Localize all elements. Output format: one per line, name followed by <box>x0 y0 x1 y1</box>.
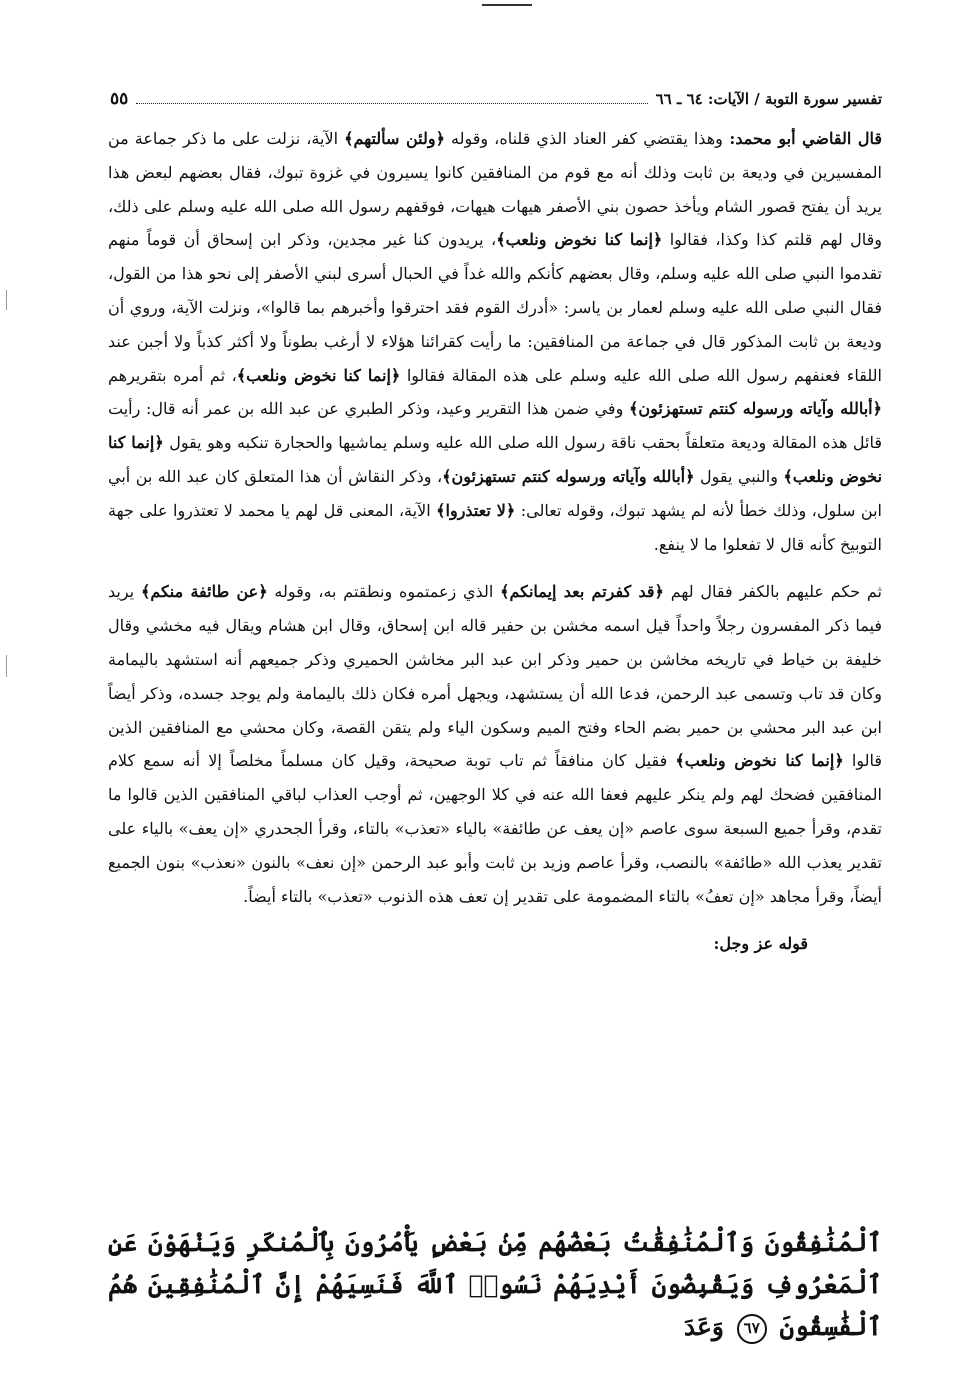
quran-quote: ﴿إنما كنا نخوض ونلعب﴾ <box>496 230 663 250</box>
quran-quote: ﴿إنما كنا نخوض ونلعب﴾ <box>675 751 844 771</box>
top-decoration <box>482 4 532 6</box>
text-run: الذي زعمتموه ونطقتم به، وقوله <box>267 582 501 602</box>
header-title: تفسير سورة التوبة / الآيات: ٦٤ ـ ٦٦ <box>655 90 882 108</box>
quran-quote: ﴿أبالله وآياته ورسوله كنتم تستهزئون﴾ <box>442 466 695 486</box>
verse-text: ٱلْمُنَٰفِقُونَ وَٱلْمُنَٰفِقَٰتُ بَعْضُهُم مِّنۢ بَعْضٍ يَأْمُرُونَ بِٱلْمُنكَرِ وَيَنْهَوْنَ عَنِ ٱلْمَعْرُوفِ وَيَقْبِضُونَ أَيْدِيَهُمْ نَسُوا۟ ٱللَّهَ فَنَسِيَهُمْ إِنَّ ٱلْمُنَٰفِقِينَ هُمُ ٱلْفَٰسِقُونَ <box>108 1228 882 1341</box>
scan-margin-mark <box>6 655 7 677</box>
quran-quote: ﴿لا تعتذروا﴾ <box>436 500 516 520</box>
text-run: فقيل كان منافقاً ثم تاب توبة صحيحة، وقيل كان مسلماً مخلصاً إلا أنه سمع كلام المنافقين فضحك لهم ولم ينكر عليهم فعفا الله عنه في كلا الوجهين، ثم أوجب العذاب لباقي المنافقين الذين قالوا ما تقدم، وقرأ جميع السبعة سوى عاصم «إن يعف عن طائفة» بالياء «تعذب» بالتاء، وقرأ الجحدري «إن يعف» بالياء على تقدير يعذب الله «طائفة» بالنصب، وقرأ عاصم وزيد بن ثابت وأبو عبد الرحمن «إن نعف» بالنون «نعذب» بنون الجميع أيضاً، وقرأ مجاهد «إن تعفُ» بالتاء المضمومة على تقدير إن تعف هذه الذنوب «تعذب» بالتاء أيضاً. <box>108 751 883 906</box>
text-run: ، وذكر النقاش أن هذا المتعلق كان عبد الله بن أبي ابن سلول، وذلك خطأ لأنه لم يشهد تبوك، وقوله تعالى: <box>108 466 882 520</box>
quran-quote: ﴿قد كفرتم بعد إيمانكم﴾ <box>500 582 664 602</box>
text-run: الآية، المعنى قل لهم يا محمد لا تعتذروا على جهة التوبيخ كأنه قال لا تفعلوا ما لا ينفع. <box>108 500 882 554</box>
header-rule <box>136 103 647 104</box>
page-number: ٥٥ <box>110 89 129 109</box>
quran-quote: ﴿ولئن سألتهم﴾ <box>344 129 445 148</box>
text-run: ثم حكم عليهم بالكفر فقال لهم <box>663 582 882 602</box>
verse-continuation: وَعَدَ <box>683 1312 725 1341</box>
ayah-number-badge: ٦٧ <box>737 1314 767 1344</box>
paragraph-1 <box>108 122 882 561</box>
text-run: وفي ضمن هذا التقرير وعيد، وذكر الطبري عن عبد الله بن عمر أنه قال: رأيت قائل هذه المقالة وديعة متعلقاً بحقب ناقة رسول الله صلى الله عليه وسلم يماشيها والحجارة تنكبه وهو يقول <box>108 399 883 453</box>
running-header <box>110 86 882 112</box>
quran-quote: ﴿عن طائفة منكم﴾ <box>140 582 268 602</box>
quran-quote: ﴿إنما كنا نخوض ونلعب﴾ <box>236 365 401 385</box>
verse-intro: قوله عز وجل: <box>713 934 808 954</box>
text-run: يريد فيما ذكر المفسرون رجلاً واحداً قيل اسمه مخشن بن حفير قاله ابن إسحاق، وقال ابن هشام ويقال فيه مخشي وقال خليفة بن خياط في تاريخه مخاشن بن حمير وذكر ابن عبد البر مخاشن الحميري وذكر جميعهم أنه استشهد باليمامة وكان قد تاب وتسمى عبد الرحمن، فدعا الله أن يستشهد، ويجهل أمره فكان ذلك باليمامة ولم يوجد جسده، وذكر أيضاً ابن عبد البر محشي بن حمير بضم الحاء وفتح الميم وسكون الياء ولم يتقن القصة، وكان محشي مع المنافقين الذين قالوا <box>108 582 883 771</box>
text-run: والنبي يقول <box>694 466 784 486</box>
scan-margin-mark <box>6 290 7 310</box>
speaker-label: قال القاضي أبو محمد: <box>722 129 882 148</box>
quran-quote: ﴿إنما كنا نخوض ونلعب﴾ <box>108 433 883 486</box>
paragraph-2 <box>108 575 882 913</box>
text-run: ، ثم أمره بتقريرهم <box>108 365 237 385</box>
page-body <box>108 122 882 961</box>
text-run: وهذا يقتضي كفر العناد الذي قلناه، وقوله <box>444 129 723 148</box>
text-run: ، يريدون كنا غير مجدين، وذكر ابن إسحاق أن قوماً منهم تقدموا النبي صلى الله عليه وسلم، وقال بعضهم كأنكم والله غداً في الحبال أسرى لبني الأصفر إلى نحو هذا من القول، فقال النبي صلى الله عليه وسلم لعمار بن ياسر: «أدرك القوم فقد احترقوا وأخبرهم بما قالوا»، ونزلت الآية، وروي أن وديعة بن ثابت المذكور قال في جماعة من المنافقين: ما رأيت كقرائنا هؤلاء لا أرغب بطوناً ولا أكثر كذباً ولا أجبن عند اللقاء فعنفهم رسول الله صلى الله عليه وسلم على هذه المقالة فقالوا <box>108 230 883 385</box>
quran-verse <box>108 1222 882 1348</box>
text-run: الآية، نزلت على ما ذكر جماعة من المفسيرين في وديعة بن ثابت وذلك أنه مع قوم من المنافقين كانوا يسيرون في غزوة تبوك، فقال بعضهم لبعض هذا يريد أن يفتح قصور الشام ويأخذ حصون بني الأصفر هيهات هيهات، فوقفهم رسول الله صلى الله عليه وسلم على ذلك، وقال لهم قلتم كذا وكذا، فقالوا <box>108 129 883 250</box>
quran-quote: ﴿أبالله وآياته ورسوله كنتم تستهزئون﴾ <box>628 399 883 419</box>
